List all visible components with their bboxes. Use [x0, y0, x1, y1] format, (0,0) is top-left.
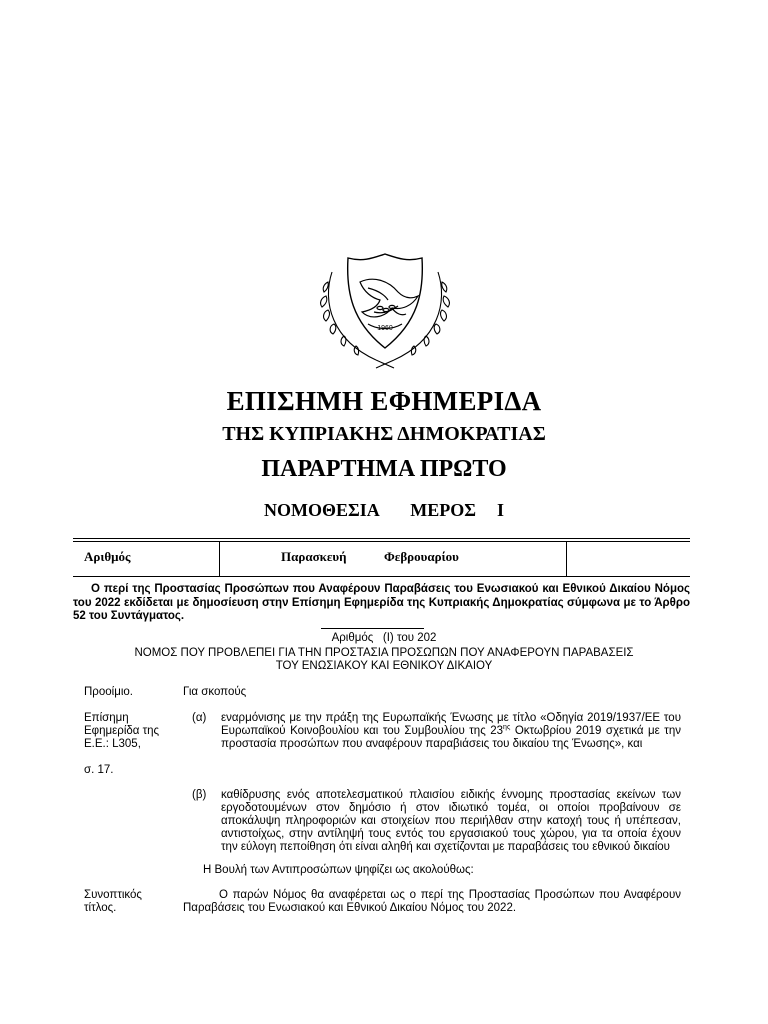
preamble-lead: Για σκοπούς [183, 686, 247, 698]
short-title-body: Ο παρών Νόμος θα αναφέρεται ως ο περί της Προστασίας Προσώπων που Αναφέρουν Παραβάσεις του Ενωσιακού και Εθνικού Δικαίου Νόμος του 2022. [183, 889, 681, 914]
intro-text: Ο περί της Προστασίας Προσώπων που Αναφέρουν Παραβάσεις του Ενωσιακού και Εθνικού Δικαίου Νόμος του 2022 εκδίδεται με δημοσίευση στην Επίσημη Εφημερίδα της Κυπριακής Δημοκρατίας σύμφωνα με το Άρθρο 52 του Συντάγματος. [73, 583, 690, 622]
oj-reference-line-2: Εφημερίδα της [84, 725, 160, 737]
cyprus-coat-of-arms [318, 252, 452, 372]
issue-month: Φεβρουαρίου [384, 549, 459, 564]
separator-rule [321, 628, 424, 629]
table-top-rule-1 [73, 538, 690, 539]
item-b-label: (β) [192, 789, 207, 801]
gazette-title: ΕΠΙΣΗΜΗ ΕΦΗΜΕΡΙΔΑ [226, 386, 542, 416]
supplement-title: ΠΑΡΑΡΤΗΜΑ ΠΡΩΤΟ [261, 456, 507, 482]
item-a-text [221, 712, 681, 751]
oj-reference-line-1: Επίσημη [84, 712, 129, 724]
item-a-text-part-1: εναρμόνισης με την πράξη της Ευρωπαϊκής Ένωσης με τίτλο «Οδηγία 2019/1937/ΕΕ του Ευρωπαϊκού Κοινοβουλίου και του Συμβουλίου της 23 [221, 712, 681, 737]
issue-number-label: Αριθμός [84, 549, 131, 564]
item-a-text-part-2: Οκτωβρίου 2019 σχετικά με την προστασία προσώπων που αναφέρουν παραβιάσεις του δικαίου της Ένωσης», και [221, 725, 681, 750]
short-title-margin-line-2: τίτλος. [84, 902, 117, 914]
issue-day: Παρασκευή [281, 549, 347, 564]
oj-reference [84, 712, 179, 751]
section-title: ΝΟΜΟΘΕΣΙΑ ΜΕΡΟΣ Ι [263, 500, 505, 520]
oj-reference-page: σ. 17. [84, 764, 114, 776]
short-title-margin [84, 889, 179, 915]
item-a-label: (α) [192, 712, 207, 724]
svg-text:1960: 1960 [377, 325, 393, 332]
table-divider-2 [566, 542, 567, 576]
preamble-margin-label: Προοίμιο. [84, 686, 133, 698]
enacting-formula: Η Βουλή των Αντιπροσώπων ψηφίζει ως ακολούθως: [203, 864, 474, 876]
short-title-margin-line-1: Συνοπτικός [84, 889, 142, 901]
gazette-subtitle: ΤΗΣ ΚΥΠΡΙΑΚΗΣ ΔΗΜΟΚΡΑΤΙΑΣ [222, 423, 546, 445]
law-number: Αριθμός (Ι) του 202 [331, 632, 437, 644]
item-a-superscript: ης [503, 724, 511, 732]
table-top-rule-2 [73, 541, 690, 542]
law-title-line-2: ΤΟΥ ΕΝΩΣΙΑΚΟΥ ΚΑΙ ΕΘΝΙΚΟΥ ΔΙΚΑΙΟΥ [275, 660, 493, 672]
table-bottom-rule [73, 576, 690, 577]
law-title-line-1: ΝΟΜΟΣ ΠΟΥ ΠΡΟΒΛΕΠΕΙ ΓΙΑ ΤΗΝ ΠΡΟΣΤΑΣΙΑ ΠΡΟΣΩΠΩΝ ΠΟΥ ΑΝΑΦΕΡΟΥΝ ΠΑΡΑΒΑΣΕΙΣ [134, 647, 634, 659]
oj-reference-line-3: Ε.Ε.: L305, [84, 738, 141, 750]
short-title-text [183, 889, 681, 915]
item-b-text: καθίδρυσης ενός αποτελεσματικού πλαισίου ειδικής έννομης προστασίας εκείνων των εργοδοτουμένων στον δημόσιο ή στον ιδιωτικό τομέα, οι οποίοι προβαίνουν σε αποκάλυψη πληροφοριών και στοιχείων που περιήλθαν στην κατοχή τους ή υπέπεσαν, αντιστοίχως, στην αντίληψή τους εντός του εργασιακού τους χώρου, για τα οποία έχουν την εύλογη πεποίθηση ότι είναι αληθή και σχετίζονται με παραβάσεις του εθνικού δικαίου [221, 789, 681, 853]
intro-paragraph [73, 583, 690, 624]
table-divider-1 [219, 542, 220, 576]
